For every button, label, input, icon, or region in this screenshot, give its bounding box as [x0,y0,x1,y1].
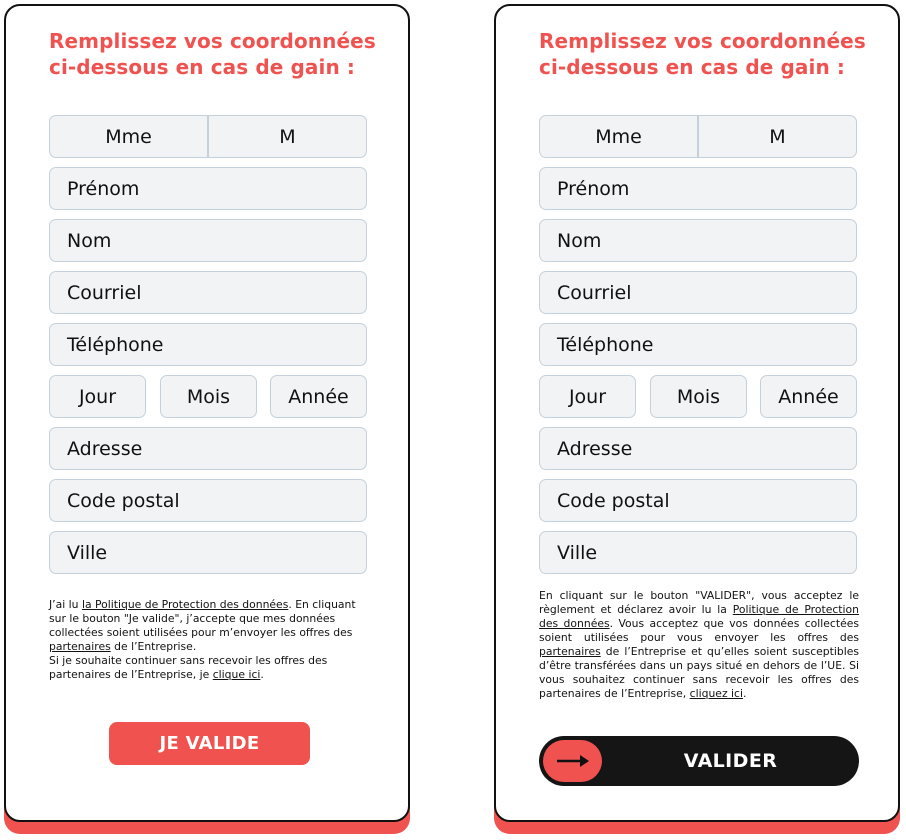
civility-m-option[interactable]: M [207,116,366,157]
legal-text: En cliquant sur le bouton "VALIDER", vous acceptez le règlement et déclarez avoir lu la [539,589,859,616]
legal-text: . En cliquant sur le bouton "Je valide", j’accepte que mes données collectées soient utilisées pour m’envoyer les offres des [49,598,356,639]
address-field[interactable]: Adresse [49,427,367,470]
city-field[interactable]: Ville [49,531,367,574]
civility-toggle [49,115,367,158]
last-name-field[interactable]: Nom [49,219,367,262]
phone-field[interactable]: Téléphone [49,323,367,366]
birth-month-field[interactable]: Mois [650,375,747,418]
legal-text: Si je souhaite continuer sans recevoir les offres des partenaires de l’Entreprise, je [49,654,328,681]
civility-m-option[interactable]: M [697,116,856,157]
birth-year-field[interactable]: Année [270,375,367,418]
postal-code-field[interactable]: Code postal [539,479,857,522]
privacy-policy-link[interactable]: Politique de Protection des données [539,603,859,630]
legal-text: de l’Entreprise. [110,640,197,653]
left-form-card [4,4,410,822]
phone-field[interactable]: Téléphone [539,323,857,366]
partners-link[interactable]: partenaires [49,640,111,653]
first-name-field[interactable]: Prénom [539,167,857,210]
right-form-card-wrapper [494,4,900,834]
birth-day-field[interactable]: Jour [49,375,146,418]
opt-out-link[interactable]: clique ici [212,668,261,681]
legal-text: J’ai lu [49,598,82,611]
postal-code-field[interactable]: Code postal [49,479,367,522]
civility-toggle [539,115,857,158]
email-field[interactable]: Courriel [49,271,367,314]
left-form-card-wrapper [4,4,410,834]
title-line-1: Remplissez vos coordonnées [539,29,866,53]
legal-text: . [742,687,747,700]
legal-notice [49,598,369,682]
je-valide-button[interactable]: JE VALIDE [109,722,310,765]
form-title [49,28,389,80]
last-name-field[interactable]: Nom [539,219,857,262]
civility-mme-option[interactable]: Mme [595,125,642,148]
legal-text: de l’Entreprise et qu’elles soient susceptibles d’être transférées dans un pays situé en dehors de l’UE. Si vous souhaitez continuer sans recevoir les offres des partenaires de l’Entreprise, [539,645,859,700]
right-form-card [494,4,900,822]
email-field[interactable]: Courriel [539,271,857,314]
opt-out-link[interactable]: cliquez ici [689,687,743,700]
legal-notice [539,589,859,701]
valider-button-label: VALIDER [683,750,778,772]
form-title [539,28,879,80]
civility-mme-option[interactable]: Mme [105,125,152,148]
valider-button[interactable] [539,736,859,786]
legal-text: . [260,668,264,681]
privacy-policy-link[interactable]: la Politique de Protection des données [81,598,289,611]
first-name-field[interactable]: Prénom [49,167,367,210]
title-line-1: Remplissez vos coordonnées [49,29,376,53]
arrow-right-icon [543,740,602,782]
city-field[interactable]: Ville [539,531,857,574]
legal-text: . Vous acceptez que vos données collectées soient utilisées pour vous envoyer les offres des [539,617,860,644]
birth-month-field[interactable]: Mois [160,375,257,418]
title-line-2: ci-dessous en cas de gain : [49,55,355,79]
partners-link[interactable]: partenaires [539,645,601,658]
birth-year-field[interactable]: Année [760,375,857,418]
title-line-2: ci-dessous en cas de gain : [539,55,845,79]
address-field[interactable]: Adresse [539,427,857,470]
birth-day-field[interactable]: Jour [539,375,636,418]
arrow-right-icon-svg [556,754,590,768]
